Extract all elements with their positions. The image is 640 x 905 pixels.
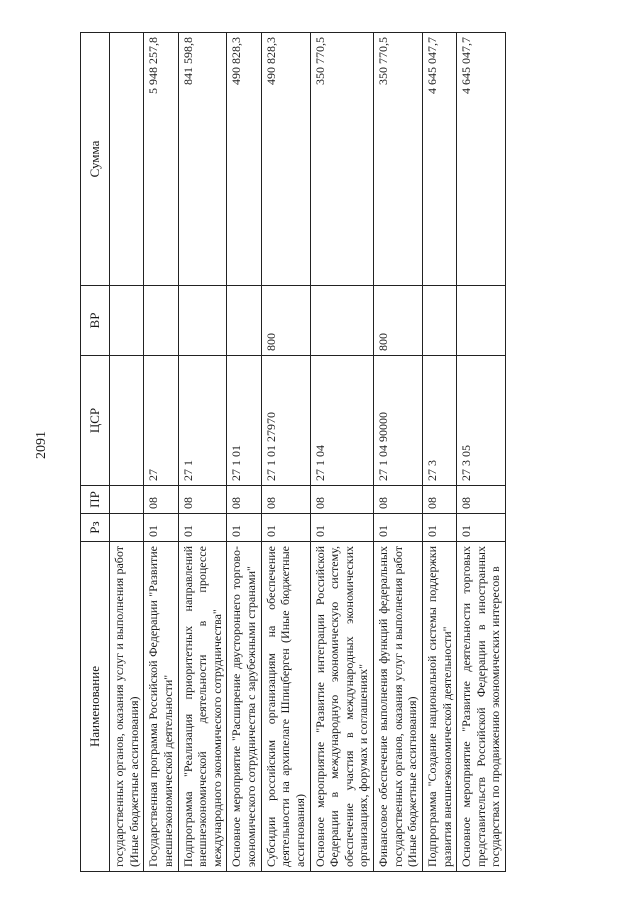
- table-row: [310, 33, 374, 872]
- row-name: Основное мероприятие "Развитие деятельности торговых представительств Российской Федерации в иностранных государствах по продвижению экономических интересов в: [457, 542, 506, 872]
- row-name: Подпрограмма "Создание национальной системы поддержки развития внешнеэкономической деятельности": [422, 542, 456, 872]
- row-name: Подпрограмма "Реализация приоритетных направлений внешнеэкономической деятельности в процессе международного экономического сотрудничества": [178, 542, 227, 872]
- row-rz: 01: [422, 514, 456, 542]
- row-csr: 27: [144, 356, 178, 486]
- row-csr: 27 1 01 27970: [261, 356, 310, 486]
- row-csr: 27 1: [178, 356, 227, 486]
- row-sum: 350 770,5: [374, 33, 423, 286]
- row-csr: 27 3 05: [457, 356, 506, 486]
- row-pr: 08: [374, 486, 423, 514]
- row-sum: [110, 33, 144, 286]
- row-sum: 841 598,8: [178, 33, 227, 286]
- row-rz: 01: [374, 514, 423, 542]
- row-pr: 08: [227, 486, 261, 514]
- row-sum: 490 828,3: [261, 33, 310, 286]
- row-pr: 08: [178, 486, 227, 514]
- row-sum: 350 770,5: [310, 33, 374, 286]
- budget-table-container: [80, 32, 560, 872]
- header-rz: Рз: [81, 514, 110, 542]
- row-pr: 08: [310, 486, 374, 514]
- row-sum: 5 948 257,8: [144, 33, 178, 286]
- row-csr: [110, 356, 144, 486]
- row-rz: 01: [227, 514, 261, 542]
- table-row: [178, 33, 227, 872]
- budget-table: [80, 32, 506, 872]
- row-pr: 08: [457, 486, 506, 514]
- row-rz: 01: [178, 514, 227, 542]
- row-name: Финансовое обеспечение выполнения функций федеральных государственных органов, оказания услуг и выполнения работ (Иные бюджетные ассигнования): [374, 542, 423, 872]
- row-csr: 27 1 04 90000: [374, 356, 423, 486]
- table-row: [227, 33, 261, 872]
- row-csr: 27 1 04: [310, 356, 374, 486]
- row-vr: [110, 286, 144, 356]
- table-row: [374, 33, 423, 872]
- row-name: государственных органов, оказания услуг и выполнения работ (Иные бюджетные ассигнования): [110, 542, 144, 872]
- row-sum: 4 645 047,7: [457, 33, 506, 286]
- page-number: 2091: [34, 431, 49, 459]
- table-row: [261, 33, 310, 872]
- row-pr: 08: [261, 486, 310, 514]
- table-header-row: [81, 33, 110, 872]
- row-rz: 01: [457, 514, 506, 542]
- row-name: Основное мероприятие "Развитие интеграции Российской Федерации в международную экономическую систему, обеспечение участия в международных экономических организациях, форумах и соглашениях": [310, 542, 374, 872]
- row-sum: 4 645 047,7: [422, 33, 456, 286]
- table-row: [457, 33, 506, 872]
- header-vr: ВР: [81, 286, 110, 356]
- header-csr: ЦСР: [81, 356, 110, 486]
- row-rz: 01: [310, 514, 374, 542]
- row-vr: [178, 286, 227, 356]
- row-csr: 27 1 01: [227, 356, 261, 486]
- row-sum: 490 828,3: [227, 33, 261, 286]
- row-name: Основное мероприятие "Расширение двустороннего торгово-экономического сотрудничества с зарубежными странами": [227, 542, 261, 872]
- table-row: [422, 33, 456, 872]
- row-vr: [144, 286, 178, 356]
- header-pr: ПР: [81, 486, 110, 514]
- header-name: Наименование: [81, 542, 110, 872]
- row-pr: [110, 486, 144, 514]
- row-csr: 27 3: [422, 356, 456, 486]
- header-sum: Сумма: [81, 33, 110, 286]
- row-rz: 01: [144, 514, 178, 542]
- row-vr: 800: [374, 286, 423, 356]
- row-vr: [227, 286, 261, 356]
- row-name: Субсидии российским организациям на обеспечение деятельности на архипелаге Шпицберген (Иные бюджетные ассигнования): [261, 542, 310, 872]
- row-vr: 800: [261, 286, 310, 356]
- row-vr: [310, 286, 374, 356]
- row-pr: 08: [422, 486, 456, 514]
- table-row: [110, 33, 144, 872]
- table-row: [144, 33, 178, 872]
- row-vr: [457, 286, 506, 356]
- row-vr: [422, 286, 456, 356]
- row-name: Государственная программа Российской Федерации "Развитие внешнеэкономической деятельности": [144, 542, 178, 872]
- row-rz: 01: [261, 514, 310, 542]
- row-pr: 08: [144, 486, 178, 514]
- row-rz: [110, 514, 144, 542]
